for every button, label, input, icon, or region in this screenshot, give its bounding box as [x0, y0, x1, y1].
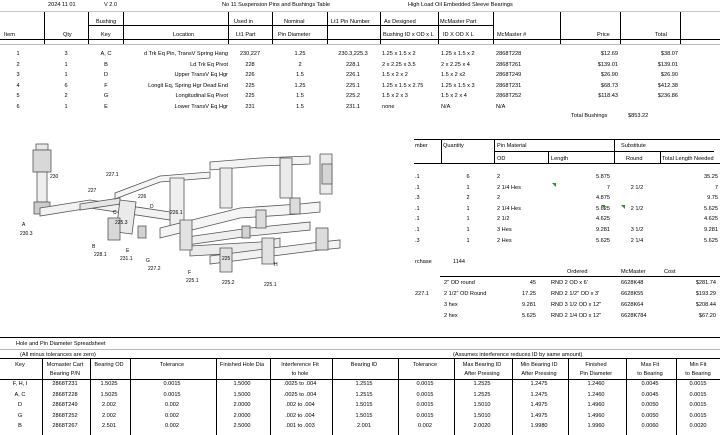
- bushing-row-cell[interactable]: 2868T231: [496, 82, 522, 89]
- bushing-row-cell[interactable]: 1.25: [294, 51, 306, 57]
- bushing-row-cell[interactable]: $12.69: [600, 51, 618, 57]
- pin-row-cell[interactable]: 1: [466, 184, 470, 191]
- bushing-row-cell[interactable]: 2868T252: [496, 93, 522, 99]
- hole-pin-row-cell[interactable]: 2868T249: [52, 402, 78, 409]
- bottom-col-subheader[interactable]: After Pressing: [521, 371, 557, 377]
- hole-pin-row-cell[interactable]: 1.5025: [100, 391, 118, 398]
- pin-row-cell[interactable]: 9.281: [596, 227, 610, 233]
- group-header-bushing: Bushing: [96, 19, 117, 25]
- col-header-key: Key: [101, 32, 111, 38]
- hole-pin-row-cell[interactable]: 0.0015: [416, 412, 434, 419]
- pin-row-cell[interactable]: 2 Hes: [497, 237, 512, 244]
- bushing-row-cell[interactable]: d Trk Eq Pin, TransV Spring Hang: [144, 51, 228, 57]
- pin-row-cell[interactable]: 2 1/2: [630, 205, 644, 212]
- hole-pin-row-cell[interactable]: 0.0015: [689, 412, 707, 419]
- pin-row-cell[interactable]: 5.625: [704, 205, 718, 212]
- hole-pin-row-cell[interactable]: 0.0050: [641, 412, 659, 419]
- bushing-row-cell[interactable]: 225.1: [346, 82, 360, 89]
- bushing-row-cell[interactable]: $139.01: [657, 61, 678, 68]
- hole-pin-row-cell[interactable]: 0.0015: [163, 391, 181, 398]
- bushing-row-cell[interactable]: 1.25 x 1.5 x 2: [382, 51, 416, 57]
- bushing-row-cell[interactable]: 228: [245, 61, 255, 68]
- pin-row-cell[interactable]: .3: [415, 237, 420, 244]
- pin-row-cell[interactable]: 3 1/2: [630, 227, 644, 233]
- purchase-row-cell[interactable]: RND 3 1/2 OD x 12": [551, 302, 602, 308]
- hole-pin-row-cell[interactable]: 2.002: [102, 402, 116, 409]
- bushing-row-cell[interactable]: $139.01: [597, 61, 618, 68]
- diagram-label: 227: [88, 188, 97, 194]
- diagram-label: A: [22, 222, 26, 228]
- col-header-mcmaster-dims: ID X OD X L: [443, 32, 474, 38]
- group-header-nominal: Nominal: [284, 19, 305, 25]
- bushing-row-cell[interactable]: N/A: [496, 103, 506, 110]
- pin-row-cell[interactable]: 1: [466, 227, 470, 233]
- interference-note: (Assumes interference reduces ID by same amount): [453, 352, 583, 358]
- bushing-row-cell[interactable]: Lower TransV Eq Hgr: [174, 103, 228, 110]
- hole-pin-row-cell[interactable]: .0025 to .004: [283, 391, 317, 398]
- bottom-col-header[interactable]: Mcmaster Cart: [46, 362, 84, 368]
- header-subtitle[interactable]: High Load Oil Embedded Sleeve Bearings: [408, 2, 513, 8]
- bushing-row-cell[interactable]: $26.90: [660, 72, 678, 78]
- bushing-row-cell[interactable]: $412.38: [657, 82, 678, 89]
- comment-marker: [601, 205, 605, 209]
- purchase-col-cost: Cost: [664, 269, 676, 275]
- bushing-row-cell[interactable]: 1.25 x 1.5 x 3: [441, 82, 475, 89]
- group-header-mcmaster-part: McMaster Part: [440, 19, 477, 25]
- bushing-row-cell[interactable]: 5: [16, 93, 20, 99]
- bushing-row-cell[interactable]: 1: [64, 72, 68, 78]
- pin-row-cell[interactable]: 4.875: [596, 195, 610, 202]
- bushing-row-cell[interactable]: none: [382, 103, 395, 110]
- bottom-col-header[interactable]: Interference Fit: [281, 362, 319, 368]
- hole-pin-row-cell[interactable]: 0.0015: [689, 391, 707, 398]
- hole-pin-row-cell[interactable]: 0.002: [165, 412, 179, 419]
- col-header-qty: Qty: [63, 32, 72, 38]
- bottom-col-header[interactable]: Tolerance: [412, 362, 438, 368]
- hole-pin-row-cell[interactable]: 1.9960: [587, 423, 605, 430]
- bushing-row-cell[interactable]: $68.73: [600, 82, 618, 89]
- bushing-row-cell[interactable]: 1.25: [294, 82, 306, 89]
- hole-pin-row-cell[interactable]: 1.5015: [355, 412, 373, 419]
- bushing-row-cell[interactable]: 1.5 x 2 x 4: [441, 93, 467, 99]
- bottom-col-subheader[interactable]: to Bearing: [637, 371, 663, 377]
- purchase-row-cell[interactable]: $193.29: [695, 291, 716, 297]
- hole-pin-row-cell[interactable]: 2.0000: [233, 412, 251, 419]
- purchase-row-cell[interactable]: 2" OD round: [444, 280, 475, 286]
- hole-pin-row-cell[interactable]: 2868T228: [52, 391, 78, 398]
- pin-row-cell[interactable]: 2: [466, 195, 470, 202]
- hole-pin-row-cell[interactable]: 2.001: [357, 423, 371, 430]
- bushing-row-cell[interactable]: E: [104, 103, 108, 110]
- hole-pin-row-cell[interactable]: 0.0020: [689, 423, 707, 430]
- header-version[interactable]: V 2.0: [104, 2, 118, 8]
- hole-pin-row-cell[interactable]: D: [17, 402, 23, 409]
- col-header-location: Location: [173, 32, 195, 38]
- pin-col-quantity: Quantity: [443, 143, 464, 149]
- purchase-row-cell[interactable]: RND 2 1/2" OD x 3': [551, 291, 600, 297]
- purchase-row-cell[interactable]: 3 hex: [444, 302, 458, 308]
- bushing-row-cell[interactable]: 1: [16, 51, 20, 57]
- bushing-row-cell[interactable]: 1.5: [296, 93, 304, 99]
- bottom-col-header[interactable]: Min Fit: [689, 362, 707, 368]
- comment-marker: [552, 183, 556, 187]
- purchase-row-cell[interactable]: 6628K55: [621, 291, 644, 297]
- hole-pin-row-cell[interactable]: 2868T231: [52, 381, 78, 387]
- bushing-row-cell[interactable]: 228.1: [346, 61, 360, 68]
- bushing-row-cell[interactable]: 2: [64, 93, 68, 99]
- pin-row-cell[interactable]: 2 1/2: [630, 184, 644, 191]
- bushing-row-cell[interactable]: $38.07: [660, 51, 678, 57]
- hole-pin-row-cell[interactable]: 0.0050: [641, 402, 659, 409]
- hole-pin-row-cell[interactable]: G: [17, 412, 23, 419]
- bottom-col-header[interactable]: Min Bearing ID: [520, 362, 558, 368]
- bushing-row-cell[interactable]: 2 x 2.25 x 4: [441, 61, 470, 68]
- purchase-row-cell[interactable]: 17.25: [522, 291, 536, 297]
- diagram-label: E: [126, 248, 130, 254]
- bottom-col-header[interactable]: Max Bearing ID: [462, 362, 502, 368]
- purchase-amount[interactable]: 1144: [453, 259, 466, 265]
- bushing-row-cell[interactable]: 1.5 x 2 x 2: [382, 72, 408, 78]
- pin-row-cell[interactable]: .1: [415, 205, 420, 212]
- pin-row-cell[interactable]: 9.75: [707, 195, 718, 202]
- pin-row-cell[interactable]: 1: [466, 237, 470, 244]
- bushing-row-cell[interactable]: 2868T228: [496, 51, 522, 57]
- pin-row-cell[interactable]: 2 1/4: [630, 237, 644, 244]
- hole-pin-row-cell[interactable]: .002 to .004: [285, 412, 315, 419]
- diagram-label: 225.1: [186, 278, 199, 284]
- comment-marker: [621, 205, 625, 209]
- bushing-row-cell[interactable]: 230.3,225.3: [338, 51, 368, 57]
- hole-pin-row-cell[interactable]: 1.4960: [587, 402, 605, 409]
- bushing-row-cell[interactable]: N/A: [441, 103, 451, 110]
- bushing-row-cell[interactable]: 1.25 x 1.5 x 2.75: [382, 82, 424, 89]
- pin-row-cell[interactable]: 5.875: [596, 174, 610, 180]
- pin-row-cell[interactable]: 2 1/4 Hes: [497, 184, 521, 191]
- pin-col-round: Round: [626, 156, 643, 162]
- hole-pin-row-cell[interactable]: 2.002: [102, 412, 116, 419]
- purchase-row-cell[interactable]: 6628K48: [621, 280, 644, 286]
- hole-pin-row-cell[interactable]: 0.0015: [416, 381, 434, 387]
- pin-row-cell[interactable]: 2: [497, 174, 501, 180]
- hole-pin-row-cell[interactable]: 0.002: [165, 402, 179, 409]
- hole-pin-row-cell[interactable]: B: [18, 423, 22, 430]
- bushing-row-cell[interactable]: 1.5: [296, 72, 304, 78]
- hole-pin-row-cell[interactable]: 1.2475: [530, 381, 548, 387]
- col-header-bushing-dims: Bushing ID x OD x L: [383, 32, 434, 38]
- pin-row-cell[interactable]: .1: [415, 216, 420, 223]
- bushing-row-cell[interactable]: 1.5 x 2 x 3: [382, 93, 408, 99]
- col-header-item: Item: [4, 32, 15, 38]
- pin-col-od: OD: [497, 156, 506, 162]
- hole-pin-row-cell[interactable]: 1.2460: [587, 391, 605, 398]
- diagram-label: 225.3: [115, 220, 128, 226]
- bottom-col-header[interactable]: Key: [15, 362, 25, 368]
- diagram-label: B: [92, 244, 96, 250]
- pin-row-cell[interactable]: 5.625: [596, 205, 610, 212]
- bushing-row-cell[interactable]: 6: [64, 82, 68, 89]
- hole-pin-row-cell[interactable]: 0.0045: [641, 381, 659, 387]
- hole-pin-row-cell[interactable]: 0.0060: [641, 423, 659, 430]
- bushing-row-cell[interactable]: $118.43: [598, 93, 618, 99]
- hole-pin-row-cell[interactable]: 0.0015: [689, 402, 707, 409]
- bottom-col-header[interactable]: Bearing OD: [94, 362, 124, 368]
- purchase-row-cell[interactable]: 45: [529, 280, 536, 286]
- bushing-row-cell[interactable]: 3: [64, 51, 68, 57]
- hole-pin-row-cell[interactable]: 2868T252: [52, 412, 78, 419]
- bushing-row-cell[interactable]: Longit Eq, Spring Hgr Dead End: [148, 82, 228, 89]
- diagram-label: C: [113, 210, 117, 216]
- purchase-row-cell[interactable]: RND 2 OD x 6': [551, 280, 588, 286]
- col-header-lt1-part: Lt1 Part: [236, 32, 256, 38]
- bushing-row-cell[interactable]: 1.5: [296, 103, 304, 110]
- bottom-table-note: (All minus tolerances are zero): [20, 352, 96, 358]
- pin-row-cell[interactable]: 4.625: [596, 216, 610, 223]
- hole-pin-row-cell[interactable]: 2.5000: [233, 423, 251, 430]
- group-header-used-in: Used in: [234, 19, 253, 25]
- suspension-diagram: [20, 138, 350, 298]
- col-header-price: Price: [597, 32, 610, 38]
- bushing-row-cell[interactable]: 230,227: [239, 51, 261, 57]
- hole-pin-row-cell[interactable]: 1.2525: [473, 381, 491, 387]
- pin-row-cell[interactable]: 7: [606, 184, 610, 191]
- pin-col-material: Pin Material: [497, 143, 527, 149]
- purchase-row-cell[interactable]: $281.74: [695, 280, 716, 286]
- pin-col-length: Length: [551, 156, 569, 162]
- pin-row-cell[interactable]: 9.281: [704, 227, 718, 233]
- bottom-table-title: Hole and Pin Diameter Spreadsheet: [16, 341, 106, 347]
- hole-pin-row-cell[interactable]: 0.0015: [163, 381, 181, 387]
- diagram-label: 228.1: [94, 252, 107, 258]
- pin-col-substitute: Substitute: [621, 143, 646, 149]
- hole-pin-row-cell[interactable]: 1.9980: [530, 423, 548, 430]
- pin-col-total-length: Total Length Needed: [662, 156, 714, 162]
- hole-pin-row-cell[interactable]: 1.4975: [530, 412, 548, 419]
- diagram-label: 230.3: [20, 231, 33, 237]
- hole-pin-row-cell[interactable]: 1.5000: [233, 381, 251, 387]
- hole-pin-row-cell[interactable]: 2.501: [102, 423, 116, 430]
- purchase-row-cell[interactable]: 5.625: [522, 313, 536, 319]
- col-header-pin-diameter: Pin Diameter: [278, 32, 311, 38]
- purchase-row-cell[interactable]: 6628K784: [621, 313, 647, 319]
- hole-pin-row-cell[interactable]: 1.2460: [587, 381, 605, 387]
- hole-pin-row-cell[interactable]: 0.0015: [689, 381, 707, 387]
- diagram-label: 225: [222, 256, 231, 262]
- header-date[interactable]: 2024 11 01: [48, 2, 76, 8]
- hole-pin-row-cell[interactable]: 1.2525: [473, 391, 491, 398]
- hole-pin-row-cell[interactable]: A, C: [14, 391, 26, 398]
- pin-row-cell[interactable]: .1: [415, 184, 420, 191]
- pin-col-number: mber: [415, 143, 428, 149]
- purchase-row-cell[interactable]: $67.20: [698, 313, 716, 319]
- pin-row-cell[interactable]: 35.25: [704, 174, 718, 180]
- bushing-row-cell[interactable]: Ld Trk Eq Pivot: [190, 61, 228, 68]
- pin-row-cell[interactable]: 4.625: [704, 216, 718, 223]
- hole-pin-row-cell[interactable]: 1.4960: [587, 412, 605, 419]
- diagram-label: 230: [50, 174, 59, 180]
- diagram-label: 226.1: [170, 210, 183, 216]
- bushing-row-cell[interactable]: 2: [16, 61, 20, 68]
- pin-row-cell[interactable]: .1: [415, 174, 420, 180]
- bushing-row-cell[interactable]: 225.2: [346, 93, 360, 99]
- bushing-row-cell[interactable]: Longitudinal Eq Pivot: [175, 93, 228, 99]
- diagram-label: 226: [138, 194, 147, 200]
- col-header-mcmaster-number: McMaster #: [497, 32, 527, 38]
- pin-row-cell[interactable]: 1: [466, 216, 470, 223]
- bushing-row-cell[interactable]: Upper TransV Eq Hgr: [174, 72, 228, 78]
- bushing-row-cell[interactable]: A, C: [100, 51, 112, 57]
- diagram-label: D: [150, 204, 154, 210]
- purchase-label: rchase: [415, 259, 432, 265]
- bottom-col-subheader[interactable]: to Bearing: [685, 371, 711, 377]
- bushing-row-cell[interactable]: 231.1: [346, 103, 360, 110]
- hole-pin-row-cell[interactable]: 0.0015: [416, 402, 434, 409]
- purchase-row-cell[interactable]: 2 hex: [444, 313, 458, 319]
- bushing-row-cell[interactable]: 6: [16, 103, 20, 110]
- purchase-row-cell[interactable]: RND 2 1/4 OD x 12": [551, 313, 602, 319]
- pin-row-cell[interactable]: .1: [415, 227, 420, 233]
- bushing-row-cell[interactable]: 1: [64, 61, 68, 68]
- purchase-col-mcmaster: McMaster: [621, 269, 646, 275]
- bushing-row-cell[interactable]: D: [103, 72, 109, 78]
- hole-pin-row-cell[interactable]: .0025 to .004: [283, 381, 317, 387]
- bushing-row-cell[interactable]: 226.1: [346, 72, 360, 78]
- pin-row-cell[interactable]: 5.625: [704, 237, 718, 244]
- pin-row-cell[interactable]: 5.625: [596, 237, 610, 244]
- diagram-label: 225.1: [264, 282, 277, 288]
- bushing-row-cell[interactable]: 2: [298, 61, 302, 68]
- hole-pin-row-cell[interactable]: 2868T267: [52, 423, 78, 430]
- bottom-col-subheader[interactable]: After Pressing: [464, 371, 500, 377]
- bushing-row-cell[interactable]: 2 x 2.25 x 3.5: [382, 61, 416, 68]
- diagram-label: 225.2: [222, 280, 235, 286]
- bushing-row-cell[interactable]: 1.5 x 2 x2: [441, 72, 466, 78]
- bottom-col-header[interactable]: Tolerance: [159, 362, 185, 368]
- purchase-row-cell[interactable]: 9.281: [522, 302, 536, 308]
- diagram-label: G: [146, 258, 150, 264]
- bushing-row-cell[interactable]: 1: [64, 103, 68, 110]
- bushing-row-cell[interactable]: $236.86: [657, 93, 678, 99]
- total-bushings-label: Total Bushings: [571, 113, 608, 119]
- total-bushings-value[interactable]: $853.22: [628, 113, 649, 119]
- bushing-row-cell[interactable]: 1.25 x 1.5 x 2: [441, 51, 475, 57]
- hole-pin-row-cell[interactable]: F, H, I: [12, 381, 28, 387]
- diagram-label: 227.1: [106, 172, 119, 178]
- group-header-as-designed: As Designed: [384, 19, 416, 25]
- pin-row-cell[interactable]: 7: [714, 184, 718, 191]
- hole-pin-row-cell[interactable]: 1.2475: [530, 391, 548, 398]
- bushing-row-cell[interactable]: G: [103, 93, 109, 99]
- hole-pin-row-cell[interactable]: .001 to .003: [285, 423, 315, 430]
- bushing-row-cell[interactable]: 226: [245, 72, 255, 78]
- bottom-col-subheader[interactable]: Bearing P/N: [49, 371, 81, 377]
- hole-pin-row-cell[interactable]: 1.2515: [355, 381, 373, 387]
- bushing-row-cell[interactable]: $26.90: [600, 72, 618, 78]
- purchase-col-ordered: Ordered: [567, 269, 588, 275]
- bushing-row-cell[interactable]: 4: [16, 82, 20, 89]
- hole-pin-row-cell[interactable]: 0.0015: [416, 391, 434, 398]
- diagram-label: 227.2: [148, 266, 161, 272]
- hole-pin-row-cell[interactable]: 2.0000: [233, 402, 251, 409]
- pin-row-cell[interactable]: .3: [415, 195, 420, 202]
- purchase-row-cell[interactable]: 227.1: [415, 291, 429, 297]
- hole-pin-row-cell[interactable]: 0.0045: [641, 391, 659, 398]
- header-title[interactable]: No 11 Suspension Pins and Bushings Table: [222, 2, 331, 8]
- pin-row-cell[interactable]: 2: [497, 195, 501, 202]
- bushing-row-cell[interactable]: 231: [245, 103, 255, 110]
- bushing-row-cell[interactable]: B: [104, 61, 108, 68]
- bottom-col-header[interactable]: Finished: [585, 362, 607, 368]
- pin-row-cell[interactable]: 6: [466, 174, 470, 180]
- diagram-label: 231.1: [120, 256, 133, 262]
- bottom-col-header[interactable]: Bearing ID: [350, 362, 378, 368]
- bottom-col-subheader[interactable]: Pin Diameter: [579, 371, 613, 377]
- bottom-col-header[interactable]: Finished Hole Dia: [219, 362, 265, 368]
- pin-row-cell[interactable]: 2 1/4 Hes: [497, 205, 521, 212]
- bottom-col-subheader[interactable]: to hole: [291, 371, 309, 377]
- pin-row-cell[interactable]: 3 Hes: [497, 227, 512, 233]
- hole-pin-row-cell[interactable]: 1.5000: [233, 391, 251, 398]
- pin-row-cell[interactable]: 2 1/2: [497, 216, 510, 223]
- hole-pin-row-cell[interactable]: 1.5015: [355, 402, 373, 409]
- hole-pin-row-cell[interactable]: 0.002: [418, 423, 432, 430]
- bushing-row-cell[interactable]: 2868T261: [496, 61, 522, 68]
- bushing-row-cell[interactable]: 3: [16, 72, 20, 78]
- bushing-row-cell[interactable]: 225: [245, 82, 255, 89]
- hole-pin-row-cell[interactable]: 1.2515: [355, 391, 373, 398]
- diagram-label: H: [274, 262, 278, 268]
- hole-pin-row-cell[interactable]: .002 to .004: [285, 402, 315, 409]
- hole-pin-row-cell[interactable]: 2.0020: [473, 423, 491, 430]
- diagram-label: F: [188, 270, 192, 276]
- col-header-total: Total: [655, 32, 667, 38]
- purchase-row-cell[interactable]: $208.44: [695, 302, 716, 308]
- bottom-col-header[interactable]: Max Fit: [640, 362, 660, 368]
- bushing-row-cell[interactable]: 2868T249: [496, 72, 522, 78]
- hole-pin-row-cell[interactable]: 0.002: [165, 423, 179, 430]
- hole-pin-row-cell[interactable]: 1.4975: [530, 402, 548, 409]
- bushing-row-cell[interactable]: F: [104, 82, 108, 89]
- purchase-row-cell[interactable]: 6628K64: [621, 302, 644, 308]
- group-header-lt1-pin: Lt1 Pin Number: [331, 19, 370, 25]
- pin-row-cell[interactable]: 1: [466, 205, 470, 212]
- bushing-row-cell[interactable]: 225: [245, 93, 255, 99]
- purchase-row-cell[interactable]: 2 1/2" OD Round: [444, 291, 487, 297]
- hole-pin-row-cell[interactable]: 1.5025: [100, 381, 118, 387]
- hole-pin-row-cell[interactable]: 1.5010: [473, 412, 491, 419]
- hole-pin-row-cell[interactable]: 1.5010: [473, 402, 491, 409]
